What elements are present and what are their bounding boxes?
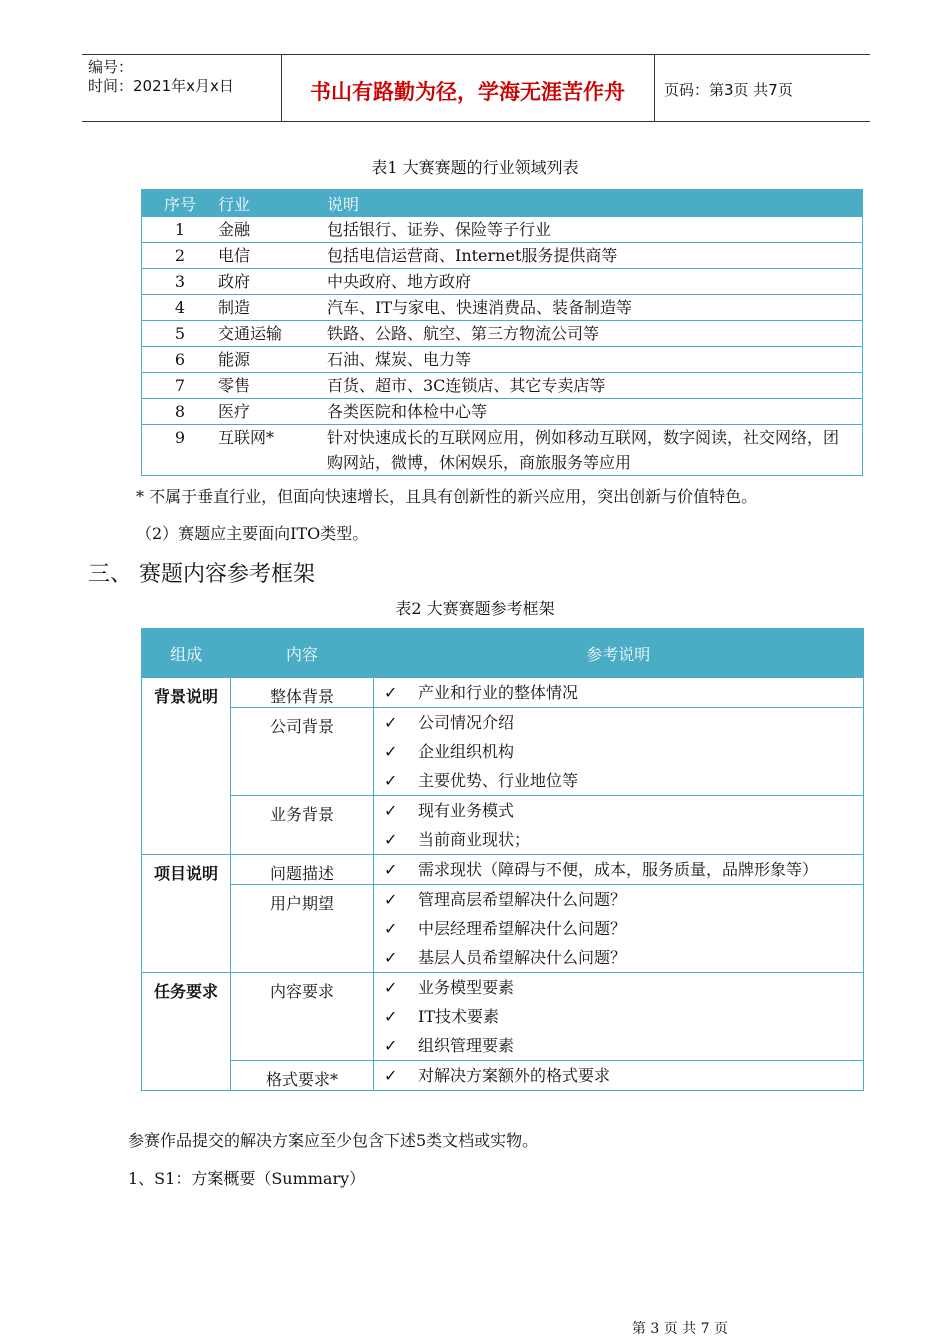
row-index: 1 (142, 217, 219, 243)
row-industry: 能源 (218, 347, 327, 373)
table-row (142, 973, 864, 1061)
reference-item (384, 708, 863, 737)
column-header-content: 内容 (231, 629, 374, 678)
checkmark-icon: ✓ (384, 683, 398, 702)
table-row (142, 425, 863, 476)
checkmark-icon: ✓ (384, 1036, 398, 1055)
document-number-label: 编号： (88, 58, 134, 76)
row-index: 5 (142, 321, 219, 347)
table-row (142, 321, 863, 347)
reference-item (384, 914, 863, 943)
reference-item (384, 855, 863, 884)
header-motto: 书山有路勤为径，学海无涯苦作舟 (310, 80, 625, 104)
checkmark-icon: ✓ (384, 890, 398, 909)
reference-item (384, 973, 863, 1002)
row-description: 包括银行、证券、保险等子行业 (327, 217, 863, 243)
reference-text: 中层经理希望解决什么问题？ (418, 919, 627, 938)
table-row (142, 885, 864, 973)
table1-footnote: * 不属于垂直行业，但面向快速增长，且具有创新性的新兴应用，突出创新与价值特色。 (136, 487, 758, 506)
row-industry: 医疗 (218, 399, 327, 425)
header-divider (654, 54, 655, 121)
table-row (142, 243, 863, 269)
reference-text: 产业和行业的整体情况 (418, 683, 579, 702)
table-row (142, 347, 863, 373)
reference-list (374, 885, 864, 973)
reference-list (374, 973, 864, 1061)
checkmark-icon: ✓ (384, 742, 398, 761)
checkmark-icon: ✓ (384, 978, 398, 997)
reference-list (374, 796, 864, 855)
content-label: 问题描述 (231, 855, 374, 885)
table1-caption: 表1 大赛赛题的行业领域列表 (371, 158, 579, 177)
row-industry: 零售 (218, 373, 327, 399)
reference-item (384, 766, 863, 795)
section-title: 三、 赛题内容参考框架 (88, 562, 315, 587)
reference-list (374, 678, 864, 708)
reference-list (374, 855, 864, 885)
content-label: 内容要求 (231, 973, 374, 1061)
summary-item: 1、S1：方案概要（Summary） (128, 1169, 366, 1188)
table-row (142, 796, 864, 855)
checkmark-icon: ✓ (384, 801, 398, 820)
row-description: 包括电信运营商、Internet服务提供商等 (327, 243, 863, 269)
checkmark-icon: ✓ (384, 948, 398, 967)
industry-table (141, 189, 863, 476)
header-page-info: 页码：第3页 共7页 (664, 81, 793, 99)
reference-item (384, 885, 863, 914)
table-row (142, 678, 864, 708)
content-label: 格式要求* (231, 1061, 374, 1091)
column-header-description: 说明 (327, 190, 863, 217)
row-description: 铁路、公路、航空、第三方物流公司等 (327, 321, 863, 347)
checkmark-icon: ✓ (384, 830, 398, 849)
table-row (142, 217, 863, 243)
row-description: 针对快速成长的互联网应用，例如移动互联网，数字阅读，社交网络，团购网站，微博，休闲娱乐，商旅服务等应用 (327, 425, 863, 476)
reference-item (384, 943, 863, 972)
row-description: 各类医院和体检中心等 (327, 399, 863, 425)
reference-item (384, 796, 863, 825)
table-header-row (142, 190, 863, 217)
row-industry: 制造 (218, 295, 327, 321)
table-row (142, 373, 863, 399)
column-header-composition: 组成 (142, 629, 231, 678)
reference-text: 现有业务模式 (418, 801, 515, 820)
table-row (142, 855, 864, 885)
reference-item (384, 1031, 863, 1060)
page-footer (0, 1318, 950, 1338)
row-description: 中央政府、地方政府 (327, 269, 863, 295)
checkmark-icon: ✓ (384, 771, 398, 790)
row-industry: 金融 (218, 217, 327, 243)
checkmark-icon: ✓ (384, 860, 398, 879)
reference-item (384, 678, 863, 707)
reference-text: 管理高层希望解决什么问题？ (418, 890, 627, 909)
column-header-index: 序号 (142, 190, 219, 217)
table-header-row (142, 629, 864, 678)
reference-text: 主要优势、行业地位等 (418, 771, 579, 790)
row-description: 百货、超市、3C连锁店、其它专卖店等 (327, 373, 863, 399)
row-description: 石油、煤炭、电力等 (327, 347, 863, 373)
ito-note: （2）赛题应主要面向ITO类型。 (136, 524, 369, 543)
column-header-reference: 参考说明 (374, 629, 864, 678)
reference-text: IT技术要素 (418, 1007, 499, 1026)
content-label: 整体背景 (231, 678, 374, 708)
reference-item (384, 737, 863, 766)
footer-page-number: 第 3 页 共 7 页 (631, 1321, 728, 1337)
content-label: 用户期望 (231, 885, 374, 973)
reference-text: 公司情况介绍 (418, 713, 515, 732)
row-index: 8 (142, 399, 219, 425)
reference-item (384, 825, 863, 854)
table-row (142, 295, 863, 321)
group-label: 背景说明 (142, 678, 231, 855)
checkmark-icon: ✓ (384, 1007, 398, 1026)
row-index: 3 (142, 269, 219, 295)
checkmark-icon: ✓ (384, 919, 398, 938)
document-time-label: 时间：2021年x月x日 (88, 77, 234, 95)
group-label: 项目说明 (142, 855, 231, 973)
reference-item (384, 1002, 863, 1031)
table-row (142, 399, 863, 425)
row-index: 4 (142, 295, 219, 321)
column-header-industry: 行业 (218, 190, 327, 217)
row-index: 6 (142, 347, 219, 373)
table2-caption: 表2 大赛赛题参考框架 (395, 599, 555, 618)
reference-text: 企业组织机构 (418, 742, 515, 761)
reference-item (384, 1061, 863, 1090)
framework-table (141, 628, 864, 1091)
row-industry: 电信 (218, 243, 327, 269)
reference-list (374, 1061, 864, 1091)
submission-paragraph: 参赛作品提交的解决方案应至少包含下述5类文档或实物。 (128, 1131, 539, 1150)
header-meta (88, 58, 234, 96)
reference-text: 对解决方案额外的格式要求 (418, 1066, 611, 1085)
table-row (142, 708, 864, 796)
row-index: 7 (142, 373, 219, 399)
reference-text: 基层人员希望解决什么问题？ (418, 948, 627, 967)
row-description: 汽车、IT与家电、快速消费品、装备制造等 (327, 295, 863, 321)
content-label: 业务背景 (231, 796, 374, 855)
reference-text: 组织管理要素 (418, 1036, 515, 1055)
group-label: 任务要求 (142, 973, 231, 1091)
reference-text: 需求现状（障碍与不便，成本，服务质量，品牌形象等） (418, 860, 819, 879)
row-index: 2 (142, 243, 219, 269)
reference-list (374, 708, 864, 796)
header-top-rule (82, 54, 870, 55)
header-bottom-rule (82, 121, 870, 122)
reference-text: 业务模型要素 (418, 978, 515, 997)
checkmark-icon: ✓ (384, 1066, 398, 1085)
row-industry: 政府 (218, 269, 327, 295)
row-industry: 交通运输 (218, 321, 327, 347)
content-label: 公司背景 (231, 708, 374, 796)
table-row (142, 269, 863, 295)
reference-text: 当前商业现状； (418, 830, 531, 849)
row-index: 9 (142, 425, 219, 476)
table-row (142, 1061, 864, 1091)
row-industry: 互联网* (218, 425, 327, 476)
checkmark-icon: ✓ (384, 713, 398, 732)
